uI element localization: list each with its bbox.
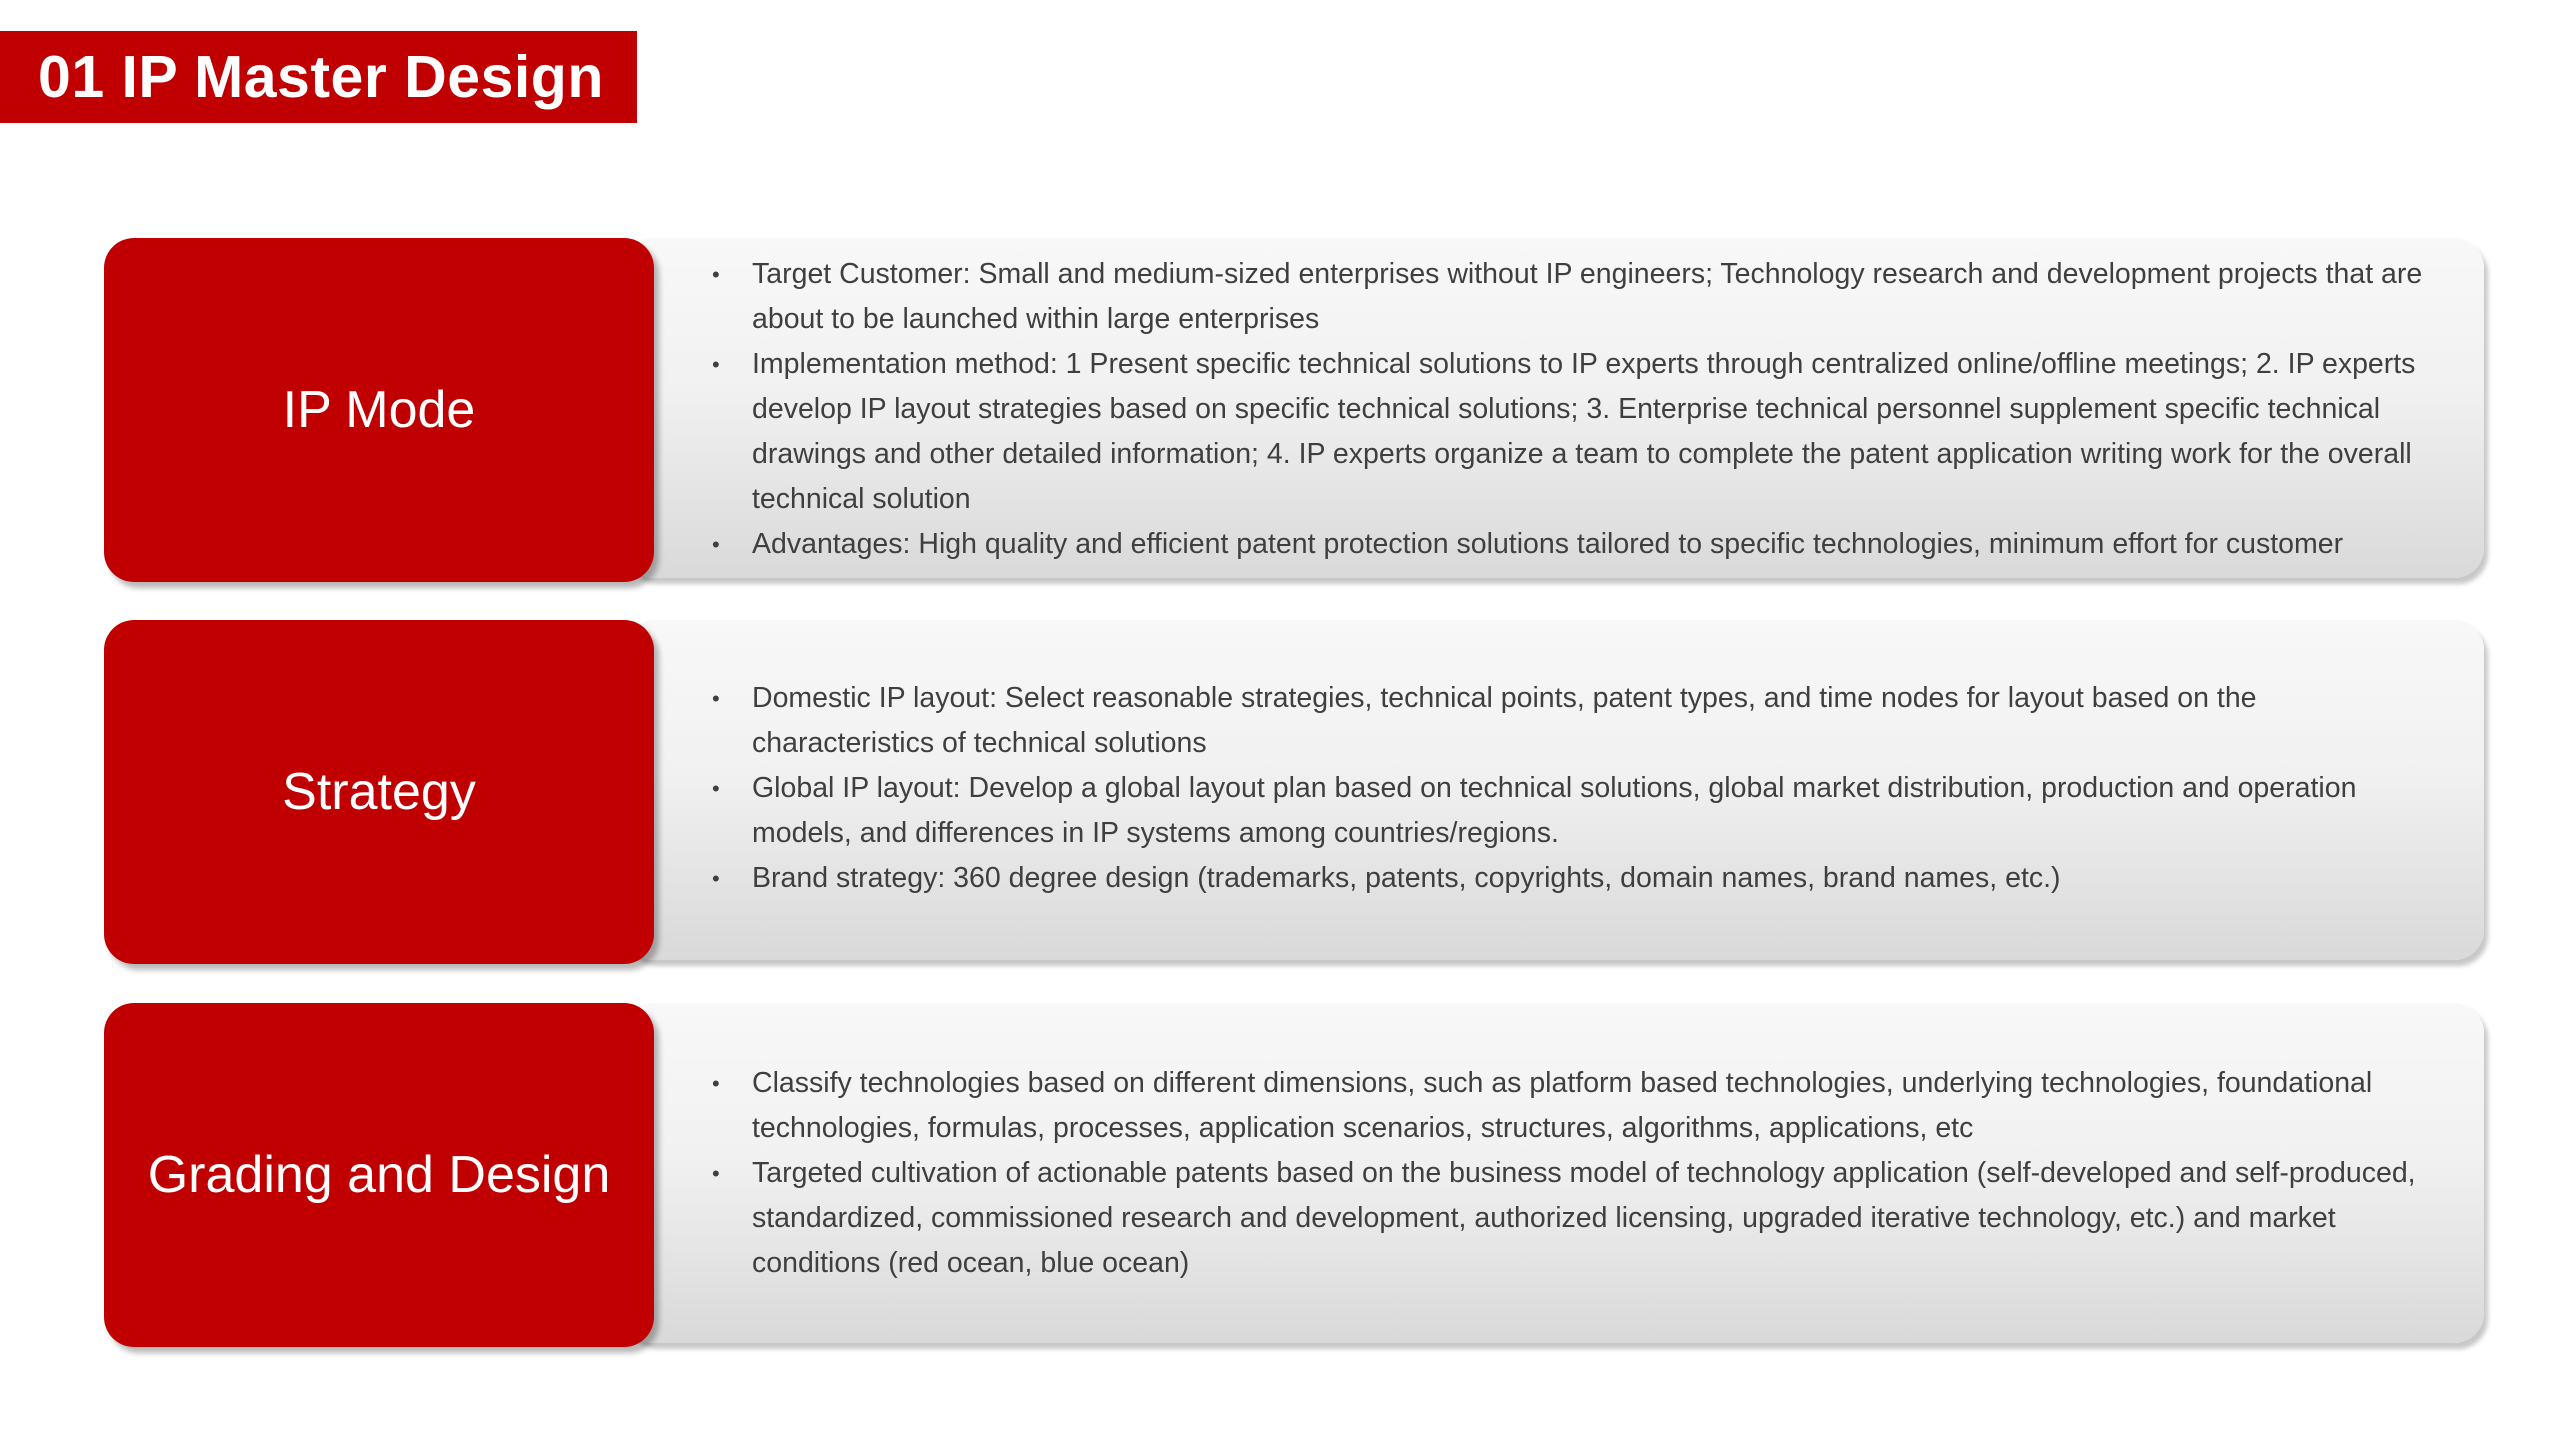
- bullet-icon: •: [712, 532, 720, 557]
- bullet-text: Advantages: High quality and efficient patent protection solutions tailored to specific technologies, minimum effort for customer: [752, 528, 2344, 560]
- list-item: [694, 856, 2444, 901]
- section-label-box: [104, 620, 654, 964]
- bullet-text: Brand strategy: 360 degree design (trademarks, patents, copyrights, domain names, brand names, etc.): [752, 862, 2061, 894]
- list-item: [694, 1151, 2444, 1286]
- bullet-text: Targeted cultivation of actionable patents based on the business model of technology application (self-developed and self-produced, standardized, commissioned research and development, authorized licensing, upgraded iterative technology, etc.) and market conditions (red ocean, blue ocean): [752, 1157, 2416, 1279]
- bullet-icon: •: [712, 1161, 720, 1186]
- list-item: [694, 522, 2444, 567]
- bullet-text: Domestic IP layout: Select reasonable strategies, technical points, patent types, and time nodes for layout based on the characteristics of technical solutions: [752, 682, 2257, 759]
- page-title: 01 IP Master Design: [38, 44, 604, 110]
- list-item: [694, 766, 2444, 856]
- section-grading-and-design: [104, 1003, 2484, 1347]
- section-label-box: [104, 1003, 654, 1347]
- bullet-list: [694, 1061, 2444, 1286]
- bullet-icon: •: [712, 866, 720, 891]
- list-item: [694, 676, 2444, 766]
- section-strategy: [104, 620, 2484, 964]
- bullet-text: Global IP layout: Develop a global layout plan based on technical solutions, global market distribution, production and operation models, and differences in IP systems among countries/regions.: [752, 772, 2357, 849]
- section-label: Strategy: [282, 763, 476, 821]
- list-item: [694, 252, 2444, 342]
- section-label-box: [104, 238, 654, 582]
- list-item: [694, 1061, 2444, 1151]
- bullet-list: [694, 676, 2444, 901]
- bullet-list: [694, 252, 2444, 567]
- bullet-icon: •: [712, 776, 720, 801]
- list-item: [694, 342, 2444, 522]
- bullet-icon: •: [712, 262, 720, 287]
- bullet-text: Implementation method: 1 Present specific technical solutions to IP experts through centralized online/offline meetings; 2. IP experts develop IP layout strategies based on specific technical solutions; 3. Enterprise technical personnel supplement specific technical drawings and other detailed information; 4. IP experts organize a team to complete the patent application writing work for the overall technical solution: [752, 348, 2416, 515]
- section-ip-mode: [104, 238, 2484, 582]
- bullet-icon: •: [712, 1071, 720, 1096]
- section-label: IP Mode: [282, 381, 476, 439]
- bullet-text: Classify technologies based on different dimensions, such as platform based technologies, underlying technologies, foundational technologies, formulas, processes, application scenarios, structures, algorithms, applications, etc: [752, 1067, 2373, 1144]
- bullet-text: Target Customer: Small and medium-sized enterprises without IP engineers; Technology research and development projects that are about to be launched within large enterprises: [752, 258, 2423, 335]
- title-banner: [0, 31, 637, 123]
- bullet-icon: •: [712, 352, 720, 377]
- section-label: Grading and Design: [147, 1146, 611, 1204]
- bullet-icon: •: [712, 686, 720, 711]
